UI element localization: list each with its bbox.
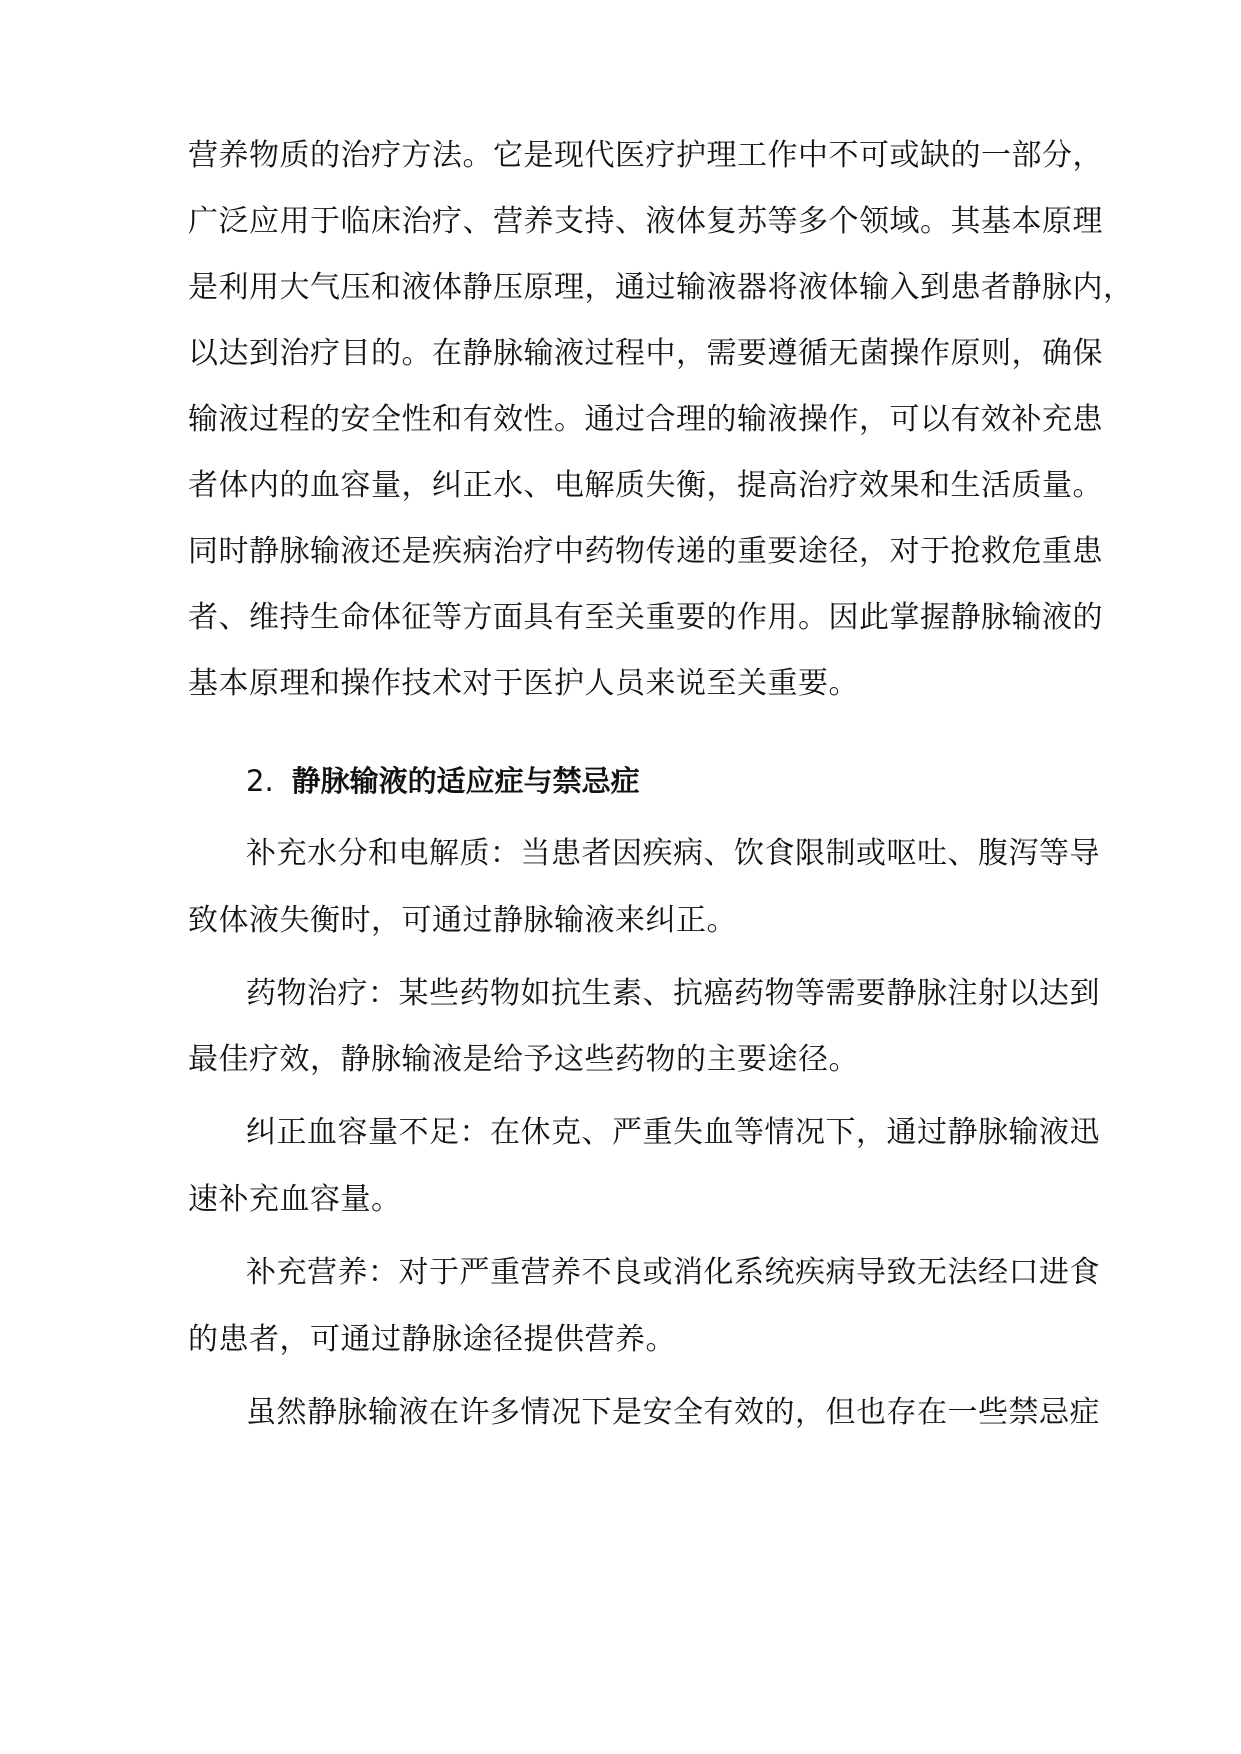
paragraph-3-line-1: 纠正血容量不足：在休克、严重失血等情况下，通过静脉输液迅 xyxy=(246,1115,1100,1150)
paragraph-1-line-1: 补充水分和电解质：当患者因疾病、饮食限制或呕吐、腹泻等导 xyxy=(246,836,1100,871)
section-number: 2. xyxy=(246,764,274,798)
paragraph-4-line-2: 的患者，可通过静脉途径提供营养。 xyxy=(188,1322,676,1357)
intro-line-1: 营养物质的治疗方法。它是现代医疗护理工作中不可或缺的一部分， xyxy=(188,138,1103,173)
intro-line-4: 以达到治疗目的。在静脉输液过程中，需要遵循无菌操作原则，确保 xyxy=(188,336,1103,371)
paragraph-4-line-1: 补充营养：对于严重营养不良或消化系统疾病导致无法经口进食 xyxy=(246,1255,1100,1290)
paragraph-3-line-2: 速补充血容量。 xyxy=(188,1182,402,1217)
section-title: 静脉输液的适应症与禁忌症 xyxy=(291,764,640,798)
intro-line-9: 基本原理和操作技术对于医护人员来说至关重要。 xyxy=(188,666,859,701)
paragraph-2-line-2: 最佳疗效，静脉输液是给予这些药物的主要途径。 xyxy=(188,1042,859,1077)
intro-line-6: 者体内的血容量，纠正水、电解质失衡，提高治疗效果和生活质量。 xyxy=(188,468,1103,503)
intro-line-3: 是利用大气压和液体静压原理，通过输液器将液体输入到患者静脉内， xyxy=(188,270,1134,305)
section-heading xyxy=(246,761,640,801)
paragraph-2-line-1: 药物治疗：某些药物如抗生素、抗癌药物等需要静脉注射以达到 xyxy=(246,976,1100,1011)
intro-line-2: 广泛应用于临床治疗、营养支持、液体复苏等多个领域。其基本原理 xyxy=(188,204,1103,239)
intro-line-8: 者、维持生命体征等方面具有至关重要的作用。因此掌握静脉输液的 xyxy=(188,600,1103,635)
paragraph-5-line-1: 虽然静脉输液在许多情况下是安全有效的，但也存在一些禁忌症 xyxy=(246,1395,1100,1430)
paragraph-1-line-2: 致体液失衡时，可通过静脉输液来纠正。 xyxy=(188,903,737,938)
intro-line-5: 输液过程的安全性和有效性。通过合理的输液操作，可以有效补充患 xyxy=(188,402,1103,437)
intro-line-7: 同时静脉输液还是疾病治疗中药物传递的重要途径，对于抢救危重患 xyxy=(188,534,1103,569)
